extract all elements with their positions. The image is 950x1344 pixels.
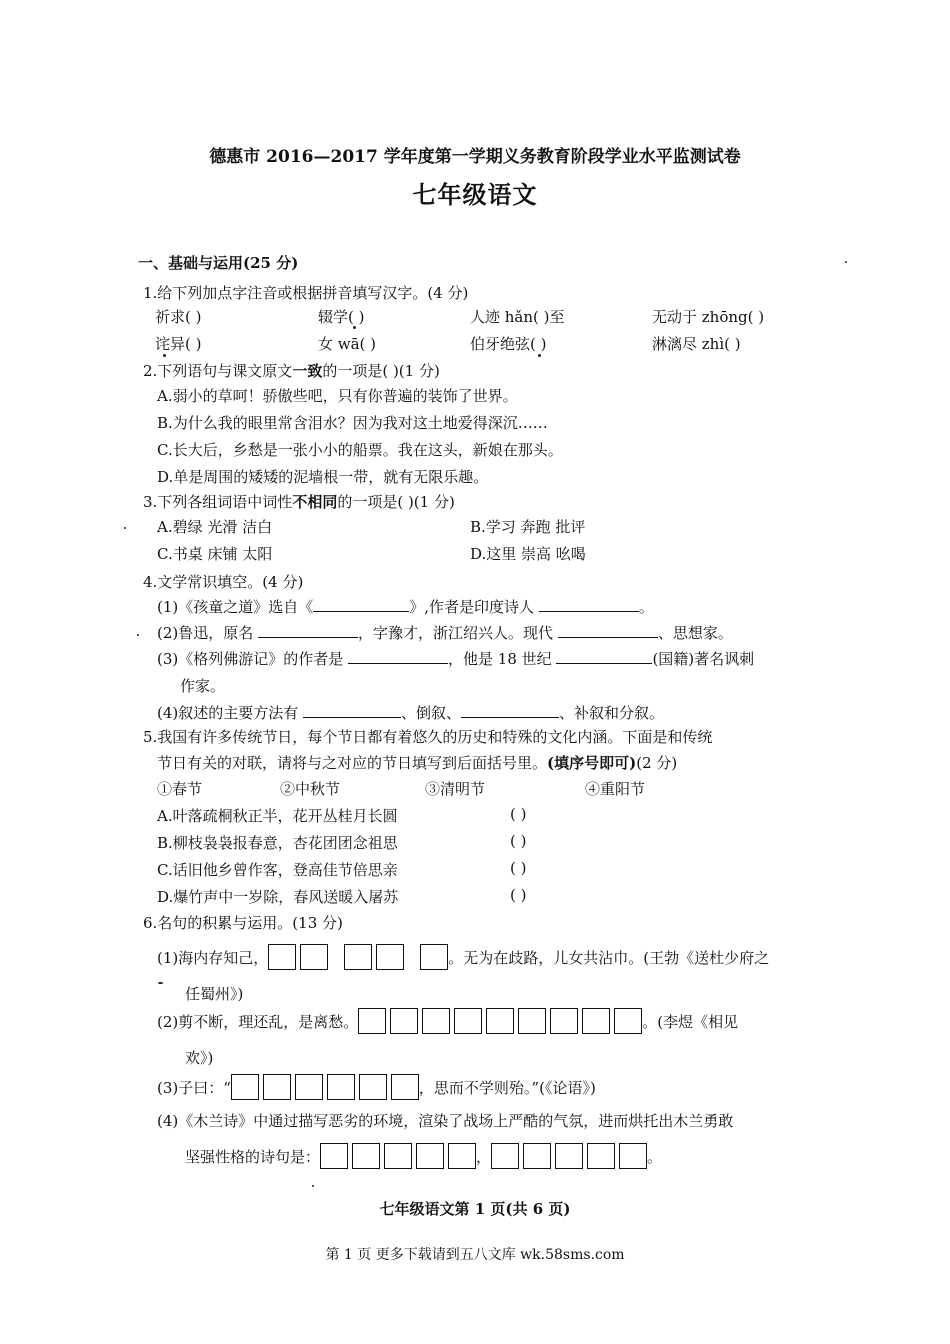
q6-sentence-4-cont (185, 1143, 662, 1169)
char-box[interactable] (327, 1074, 355, 1100)
answer-blank[interactable] (303, 703, 401, 718)
scan-speck (158, 982, 163, 984)
q4-text: ，他是 18 世纪 (448, 650, 552, 668)
q6-sentence-2-cont: 欢》) (185, 1049, 214, 1067)
char-box-group[interactable] (491, 1143, 647, 1169)
q4-text: 、思想家。 (657, 624, 733, 642)
festival-option: ③清明节 (425, 780, 486, 798)
answer-blank[interactable] (313, 597, 409, 612)
char-box[interactable] (550, 1008, 578, 1034)
char-box[interactable] (268, 944, 296, 970)
emphasis-dot (353, 326, 356, 329)
question-5-stem-cont (157, 752, 677, 773)
q1-item: 淋漓尽 zhì( ) (652, 335, 741, 353)
q6-text: ， (476, 1147, 492, 1166)
char-box[interactable] (619, 1143, 647, 1169)
char-box[interactable] (448, 1143, 476, 1169)
q4-line-4 (157, 702, 664, 723)
q4-text: ，字豫才，浙江绍兴人。现代 (358, 624, 554, 642)
q4-text: (国籍)著名讽刺 (652, 650, 755, 668)
emphasis-dot (538, 354, 541, 357)
question-6-stem: 6.名句的积累与运用。(13 分) (143, 914, 343, 932)
q3-emphasis: 不相同 (292, 493, 338, 511)
q3-option: D.这里 崇高 吆喝 (470, 545, 586, 563)
q1-item: 无动于 zhōng( ) (652, 308, 765, 326)
source-note: 第 1 页 更多下载请到五八文库 wk.58sms.com (325, 1247, 625, 1263)
char-box[interactable] (614, 1008, 642, 1034)
couplet-item: A.叶落疏桐秋正半，花开丛桂月长圆 (157, 807, 398, 825)
q1-item: 诧异( ) (155, 335, 202, 353)
char-box[interactable] (416, 1143, 444, 1169)
festival-option: ②中秋节 (280, 780, 341, 798)
answer-paren[interactable]: ( ) (510, 805, 527, 823)
q2-stem-text: 2.下列语句与课文原文 (143, 362, 293, 380)
q6-sentence-3 (157, 1074, 596, 1100)
scan-speck (137, 634, 139, 636)
char-box-group[interactable] (268, 944, 448, 970)
q4-line-2 (157, 622, 733, 643)
answer-paren[interactable]: ( ) (510, 859, 527, 877)
q4-text: (2)鲁迅，原名 (157, 624, 254, 642)
answer-blank[interactable] (556, 649, 652, 664)
q4-text: 。 (638, 598, 654, 616)
q1-item: 女 wā( ) (318, 335, 377, 353)
question-2-stem (143, 360, 440, 381)
page-number: 七年级语文第 1 页(共 6 页) (379, 1200, 571, 1218)
q6-sentence-1 (157, 944, 769, 970)
festival-option: ①春节 (157, 780, 203, 798)
char-box[interactable] (454, 1008, 482, 1034)
char-box[interactable] (390, 1008, 418, 1034)
char-box[interactable] (263, 1074, 291, 1100)
q6-sentence-1-cont: 任蜀州》) (185, 985, 244, 1003)
q5-emphasis: (填序号即可) (547, 754, 637, 772)
q2-option: B.为什么我的眼里常含泪水？因为我对这土地爱得深沉…… (157, 414, 548, 432)
char-box[interactable] (344, 944, 372, 970)
emphasis-dot (163, 354, 166, 357)
char-box[interactable] (420, 944, 448, 970)
answer-blank[interactable] (258, 623, 358, 638)
q3-option: C.书桌 床铺 太阳 (157, 545, 273, 563)
q1-item: 祈求( ) (155, 308, 202, 326)
q3-option: A.碧绿 光滑 洁白 (157, 518, 273, 536)
couplet-item: C.话旧他乡曾作客，登高佳节倍思亲 (157, 861, 398, 879)
q4-text: (1)《孩童之道》选自《 (157, 598, 314, 616)
q6-text: (1)海内存知己， (157, 948, 269, 967)
festival-option: ④重阳节 (585, 780, 646, 798)
q4-text: (3)《格列佛游记》的作者是 (157, 650, 344, 668)
q5-text: (2 分) (636, 754, 678, 772)
couplet-item: B.柳枝袅袅报春意，杏花团团念祖思 (157, 834, 398, 852)
char-box[interactable] (391, 1074, 419, 1100)
char-box[interactable] (491, 1143, 519, 1169)
q4-text: 、倒叙、 (401, 704, 462, 722)
exam-subject: 七年级语文 (412, 180, 538, 209)
answer-paren[interactable]: ( ) (510, 832, 527, 850)
q3-option: B.学习 奔跑 批评 (470, 518, 586, 536)
q2-emphasis: 一致 (292, 362, 323, 380)
scan-speck (312, 1185, 314, 1187)
question-1-stem: 1.给下列加点字注音或根据拼音填写汉字。(4 分) (143, 284, 469, 302)
char-box[interactable] (300, 944, 328, 970)
answer-paren[interactable]: ( ) (510, 886, 527, 904)
char-box[interactable] (376, 944, 404, 970)
char-box[interactable] (295, 1074, 323, 1100)
question-5-stem: 5.我国有许多传统节日，每个节日都有着悠久的历史和特殊的文化内涵。下面是和传统 (143, 728, 713, 746)
q6-text: 。 (647, 1147, 663, 1166)
q1-item: 人迹 hǎn( )至 (470, 308, 565, 326)
q3-stem-text: 的一项是( )(1 分) (337, 493, 455, 511)
q6-sentence-4: (4)《木兰诗》中通过描写恶劣的环境，渲染了战场上严酷的气氛，进而烘托出木兰勇敢 (157, 1112, 734, 1130)
q2-option: C.长大后，乡愁是一张小小的船票。我在这头，新娘在那头。 (157, 441, 563, 459)
q6-text: (3)子曰：“ (157, 1078, 231, 1097)
answer-blank[interactable] (539, 597, 639, 612)
q4-line-3-cont: 作家。 (180, 677, 226, 695)
answer-blank[interactable] (348, 649, 448, 664)
char-box[interactable] (231, 1074, 259, 1100)
q5-text: 节日有关的对联，请将与之对应的节日填写到后面括号里。 (157, 754, 548, 772)
scan-speck (124, 527, 126, 529)
char-box[interactable] (523, 1143, 551, 1169)
char-box[interactable] (555, 1143, 583, 1169)
char-box[interactable] (384, 1143, 412, 1169)
question-3-stem (143, 491, 455, 512)
char-box[interactable] (518, 1008, 546, 1034)
char-box-group[interactable] (358, 1008, 642, 1034)
char-box-group[interactable] (231, 1074, 419, 1100)
q6-text: 坚强性格的诗句是： (185, 1147, 321, 1166)
char-box[interactable] (587, 1143, 615, 1169)
char-box-group[interactable] (320, 1143, 476, 1169)
q2-option: A.弱小的草呵！骄傲些吧，只有你普遍的装饰了世界。 (157, 387, 518, 405)
q6-text: ，思而不学则殆。”(《论语》) (418, 1078, 596, 1097)
q6-text: 。(李煜《相见 (642, 1012, 739, 1031)
char-box[interactable] (320, 1143, 348, 1169)
answer-blank[interactable] (558, 623, 658, 638)
q2-option: D.单是周围的矮矮的泥墙根一带，就有无限乐趣。 (157, 468, 489, 486)
scan-speck (845, 261, 847, 263)
q1-item: 辍学( ) (318, 308, 365, 326)
couplet-item: D.爆竹声中一岁除，春风送暖入屠苏 (157, 888, 399, 906)
q6-sentence-2 (157, 1008, 738, 1034)
q4-text: 、补叙和分叙。 (559, 704, 665, 722)
q6-text: 。无为在歧路，儿女共沾巾。(王勃《送杜少府之 (448, 948, 770, 967)
char-box[interactable] (422, 1008, 450, 1034)
char-box[interactable] (352, 1143, 380, 1169)
question-4-stem: 4.文学常识填空。(4 分) (143, 573, 304, 591)
answer-blank[interactable] (461, 703, 559, 718)
q4-line-1 (157, 596, 654, 617)
q3-stem-text: 3.下列各组词语中词性 (143, 493, 293, 511)
char-box[interactable] (358, 1008, 386, 1034)
char-box[interactable] (359, 1074, 387, 1100)
q4-text: 》,作者是印度诗人 (409, 598, 535, 616)
q4-line-3 (157, 648, 754, 669)
q2-stem-text: 的一项是( )(1 分) (322, 362, 440, 380)
exam-title: 德惠市 2016—2017 学年度第一学期义务教育阶段学业水平监测试卷 (209, 147, 741, 167)
char-box[interactable] (582, 1008, 610, 1034)
char-box[interactable] (486, 1008, 514, 1034)
q1-item: 伯牙绝弦( ) (470, 335, 547, 353)
q4-text: (4)叙述的主要方法有 (157, 704, 299, 722)
q6-text: (2)剪不断，理还乱，是离愁。 (157, 1012, 359, 1031)
section-heading: 一、基础与运用(25 分) (138, 254, 299, 272)
